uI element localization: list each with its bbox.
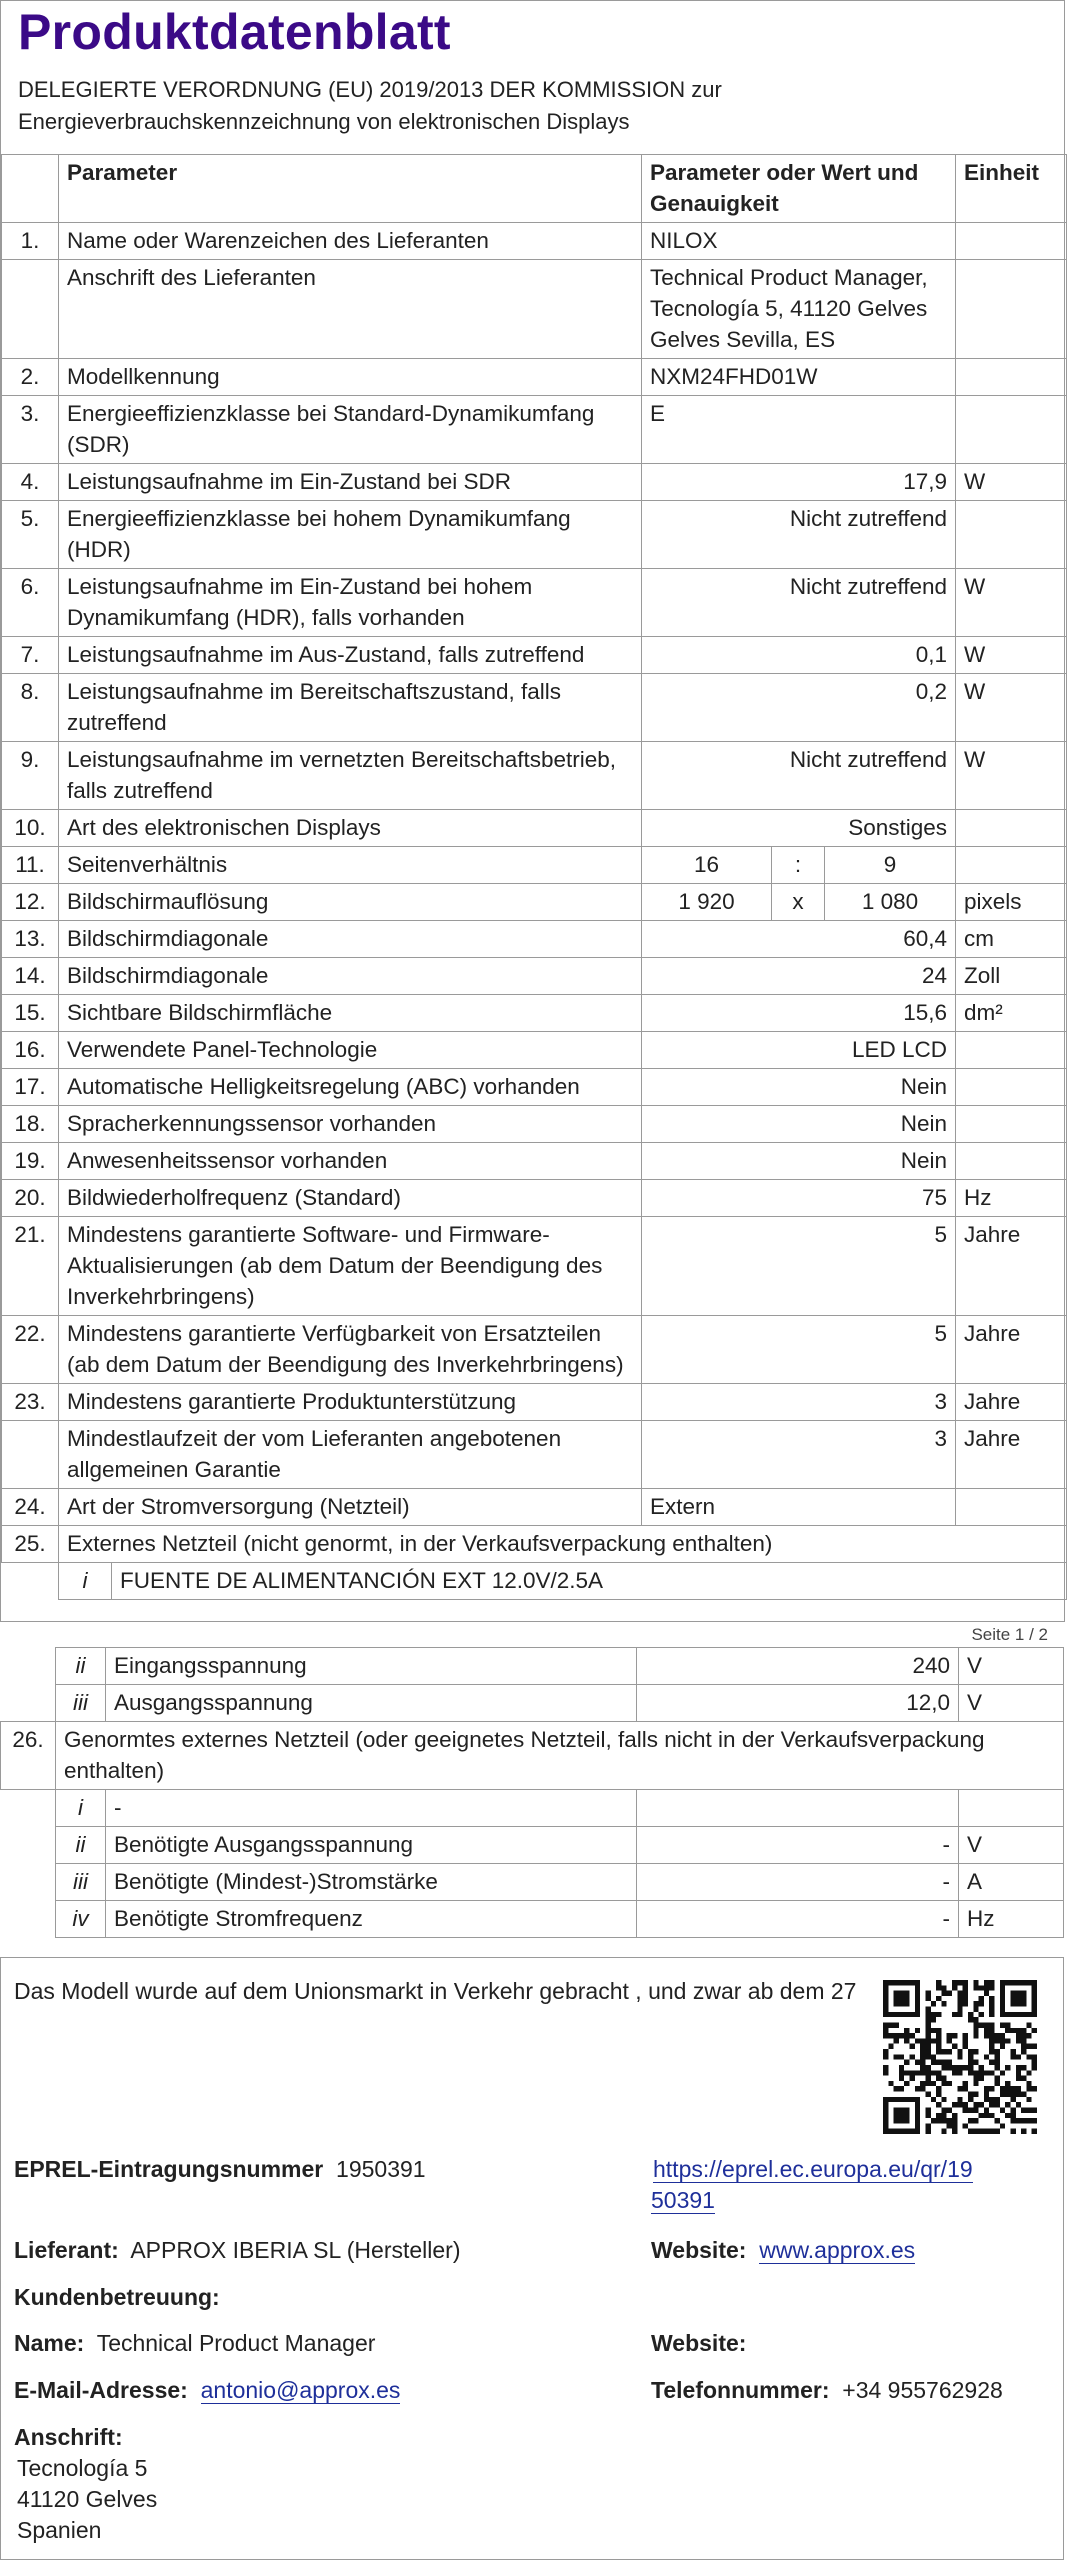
market-date-text: Das Modell wurde auf dem Unionsmarkt in Verkehr gebracht , und zwar ab dem 27 [14,1978,857,2004]
row-value: 0,1 [642,637,956,674]
row-value-part-1: 1 920 [642,884,772,921]
table-subrow [1,1827,1064,1864]
table-subrow [1,1901,1064,1938]
eprel-row [14,2154,426,2185]
row-parameter: Mindestens garantierte Verfügbarkeit von Ersatzteilen (ab dem Datum der Beendigung des Inverkehrbringens) [59,1316,642,1384]
subrow-value: 12,0 [637,1685,959,1722]
subrow-value: - [637,1901,959,1938]
row-unit [956,810,1067,847]
row-number: 7. [2,637,59,674]
row-unit: cm [956,921,1067,958]
row-value-part-1: 16 [642,847,772,884]
website-label: Website: [651,2237,747,2263]
table-subrow [2,1563,1067,1600]
row-number: 21. [2,1217,59,1316]
row-parameter: Leistungsaufnahme im Aus-Zustand, falls zutreffend [59,637,642,674]
address-line-2: 41120 Gelves [17,2486,158,2512]
row-value-separator: x [772,884,825,921]
row-value: Technical Product Manager, Tecnología 5, 41120 Gelves Gelves Sevilla, ES [642,260,956,359]
row-parameter: Bildschirmauflösung [59,884,642,921]
table-row [2,1106,1067,1143]
subrow-cell [59,1563,1067,1600]
row-value: 60,4 [642,921,956,958]
header-parameter: Parameter [59,155,642,223]
row-number: 6. [2,569,59,637]
row-value: Nein [642,1106,956,1143]
row-number-empty [1,1827,56,1864]
row-unit [956,1106,1067,1143]
row-unit [956,260,1067,359]
table-row [2,958,1067,995]
subrow-parameter: Eingangsspannung [106,1648,637,1685]
row-unit: W [956,569,1067,637]
table-row [2,1421,1067,1489]
row-parameter: Verwendete Panel-Technologie [59,1032,642,1069]
table-row [2,1143,1067,1180]
subrow-value: - [637,1864,959,1901]
subrow-unit: V [959,1827,1064,1864]
row-parameter: Sichtbare Bildschirmfläche [59,995,642,1032]
table-row [2,464,1067,501]
row-number: 14. [2,958,59,995]
row-number: 15. [2,995,59,1032]
subrow-index: iii [56,1864,106,1901]
row-value-part-2: 9 [825,847,956,884]
row-parameter: Bildwiederholfrequenz (Standard) [59,1180,642,1217]
table-row [2,637,1067,674]
row-parameter: Bildschirmdiagonale [59,921,642,958]
subrow-parameter: Ausgangsspannung [106,1685,637,1722]
table-row [2,1069,1067,1106]
parameter-table-continued [0,1647,1064,1938]
supplier-name: APPROX IBERIA SL (Hersteller) [130,2237,461,2263]
supplier-label: Lieferant: [14,2237,119,2263]
table-row [2,569,1067,637]
row-value: Nicht zutreffend [642,501,956,569]
row-unit: Jahre [956,1384,1067,1421]
row-parameter: Leistungsaufnahme im vernetzten Bereitschaftsbetrieb, falls zutreffend [59,742,642,810]
row-unit: Jahre [956,1217,1067,1316]
row-value: E [642,396,956,464]
row-value: 3 [642,1384,956,1421]
row-parameter: Genormtes externes Netzteil (oder geeignetes Netzteil, falls nicht in der Verkaufsverpackung enthalten) [56,1722,1064,1790]
website-link[interactable]: www.approx.es [759,2237,916,2263]
row-number [2,260,59,359]
row-unit [956,1069,1067,1106]
phone-number: +34 955762928 [842,2377,1003,2403]
row-unit: Zoll [956,958,1067,995]
table-row [2,396,1067,464]
row-number: 5. [2,501,59,569]
eprel-number: 1950391 [336,2156,426,2182]
row-number: 23. [2,1384,59,1421]
row-value: Nein [642,1069,956,1106]
subrow-index: ii [56,1827,106,1864]
table-row [2,742,1067,810]
table-row [2,359,1067,396]
row-number: 19. [2,1143,59,1180]
subrow-parameter: Benötigte (Mindest-)Stromstärke [106,1864,637,1901]
table-row [2,1217,1067,1316]
supplier-website-row [651,2235,915,2266]
table-subrow [1,1648,1064,1685]
row-number-empty [1,1864,56,1901]
header-value: Parameter oder Wert und Genauigkeit [642,155,956,223]
row-parameter: Externes Netzteil (nicht genormt, in der Verkaufsverpackung enthalten) [59,1526,1067,1563]
row-unit: Hz [956,1180,1067,1217]
row-parameter: Art des elektronischen Displays [59,810,642,847]
subrow-index: i [56,1790,106,1827]
subrow-value: 240 [637,1648,959,1685]
row-unit [956,396,1067,464]
row-parameter: Mindestlaufzeit der vom Lieferanten angebotenen allgemeinen Garantie [59,1421,642,1489]
row-number: 13. [2,921,59,958]
row-number-empty [2,1563,59,1600]
row-value: 0,2 [642,674,956,742]
subrow-value [637,1790,959,1827]
row-unit [956,1032,1067,1069]
row-parameter: Modellkennung [59,359,642,396]
row-value-separator: : [772,847,825,884]
row-number: 1. [2,223,59,260]
row-parameter: Anschrift des Lieferanten [59,260,642,359]
row-number: 9. [2,742,59,810]
row-unit [956,1143,1067,1180]
phone-row [651,2375,1003,2406]
email-row [14,2375,400,2406]
row-value: 5 [642,1217,956,1316]
regulation-subtitle-line-1: DELEGIERTE VERORDNUNG (EU) 2019/2013 DER KOMMISSION zur [18,77,722,102]
parameter-table [1,154,1067,1600]
row-unit: W [956,464,1067,501]
row-value: 3 [642,1421,956,1489]
row-number: 2. [2,359,59,396]
contact-name-row [14,2328,375,2359]
supplier-row [14,2235,461,2266]
subrow-parameter: Benötigte Ausgangsspannung [106,1827,637,1864]
row-value: Nicht zutreffend [642,569,956,637]
row-unit: W [956,674,1067,742]
row-number-empty [1,1901,56,1938]
header-unit: Einheit [956,155,1067,223]
row-unit: Jahre [956,1421,1067,1489]
row-value: Nicht zutreffend [642,742,956,810]
table-row [2,1180,1067,1217]
email-link[interactable]: antonio@approx.es [200,2377,401,2403]
row-number: 12. [2,884,59,921]
subrow-parameter: - [106,1790,637,1827]
row-parameter: Name oder Warenzeichen des Lieferanten [59,223,642,260]
row-number: 22. [2,1316,59,1384]
row-parameter: Art der Stromversorgung (Netzteil) [59,1489,642,1526]
row-unit [956,1489,1067,1526]
row-unit [956,501,1067,569]
row-unit: W [956,637,1067,674]
row-unit [956,223,1067,260]
row-value: 17,9 [642,464,956,501]
subrow-unit: V [959,1648,1064,1685]
table-row [2,501,1067,569]
subrow-unit: V [959,1685,1064,1722]
subrow-index: iv [56,1901,106,1938]
row-number-empty [1,1648,56,1685]
table-row [2,1032,1067,1069]
table-subrow [1,1685,1064,1722]
table-row [2,810,1067,847]
subrow-unit: Hz [959,1901,1064,1938]
email-label: E-Mail-Adresse: [14,2377,188,2403]
table-row [2,995,1067,1032]
row-unit: dm² [956,995,1067,1032]
row-unit: W [956,742,1067,810]
row-value: NXM24FHD01W [642,359,956,396]
row-parameter: Automatische Helligkeitsregelung (ABC) vorhanden [59,1069,642,1106]
row-value: 75 [642,1180,956,1217]
eprel-label: EPREL-Eintragungsnummer [14,2156,324,2182]
subrow-value: - [637,1827,959,1864]
row-value-part-2: 1 080 [825,884,956,921]
row-number: 4. [2,464,59,501]
row-unit: Jahre [956,1316,1067,1384]
row-value: Sonstiges [642,810,956,847]
row-number: 24. [2,1489,59,1526]
table-row-26 [1,1722,1064,1790]
address-line-3: Spanien [17,2517,102,2543]
regulation-subtitle-line-2: Energieverbrauchskennzeichnung von elektronischen Displays [18,109,630,134]
row-number [2,1421,59,1489]
row-value: 5 [642,1316,956,1384]
address-label: Anschrift: [14,2424,123,2450]
table-row [2,1384,1067,1421]
row-unit [956,359,1067,396]
row-number: 11. [2,847,59,884]
row-number: 18. [2,1106,59,1143]
row-value: LED LCD [642,1032,956,1069]
support-website-label: Website: [651,2330,747,2356]
footer-info-box [0,1957,1064,2560]
table-header-row [2,155,1067,223]
qr-code-icon [883,1980,1037,2134]
eprel-link-line-2[interactable]: 50391 [651,2187,715,2213]
row-parameter: Anwesenheitssensor vorhanden [59,1143,642,1180]
row-number-empty [1,1790,56,1827]
row-value: 24 [642,958,956,995]
row-number: 20. [2,1180,59,1217]
row-number: 3. [2,396,59,464]
row-value: Extern [642,1489,956,1526]
eprel-link-line-1[interactable]: https://eprel.ec.europa.eu/qr/19 [653,2156,973,2182]
row-number-empty [1,1685,56,1722]
subrow-unit [959,1790,1064,1827]
row-value: Nein [642,1143,956,1180]
row-number: 16. [2,1032,59,1069]
table-row [2,884,1067,921]
row-unit [956,847,1067,884]
row-number: 26. [1,1722,56,1790]
row-parameter: Mindestens garantierte Software- und Firmware-Aktualisierungen (ab dem Datum der Beendigung des Inverkehrbringens) [59,1217,642,1316]
row-parameter: Leistungsaufnahme im Ein-Zustand bei SDR [59,464,642,501]
table-row [2,1489,1067,1526]
row-unit: pixels [956,884,1067,921]
row-parameter: Seitenverhältnis [59,847,642,884]
subrow-index: i [59,1563,112,1599]
page-title: Produktdatenblatt [18,4,451,60]
address-line-1: Tecnología 5 [17,2455,148,2481]
row-number: 10. [2,810,59,847]
address-block [17,2453,157,2546]
row-number: 8. [2,674,59,742]
table-row [2,260,1067,359]
row-value: 15,6 [642,995,956,1032]
table-subrow [1,1864,1064,1901]
row-value: NILOX [642,223,956,260]
customer-support-label: Kundenbetreuung: [14,2284,220,2310]
subrow-index: iii [56,1685,106,1722]
row-parameter: Bildschirmdiagonale [59,958,642,995]
table-row [2,674,1067,742]
row-parameter: Spracherkennungssensor vorhanden [59,1106,642,1143]
row-number: 25. [2,1526,59,1563]
row-parameter: Leistungsaufnahme im Ein-Zustand bei hohem Dynamikumfang (HDR), falls vorhanden [59,569,642,637]
row-number: 17. [2,1069,59,1106]
row-parameter: Mindestens garantierte Produktunterstützung [59,1384,642,1421]
table-row [2,921,1067,958]
row-parameter: Energieeffizienzklasse bei hohem Dynamikumfang (HDR) [59,501,642,569]
table-subrow [1,1790,1064,1827]
table-row [2,223,1067,260]
name-label: Name: [14,2330,85,2356]
phone-label: Telefonnummer: [651,2377,830,2403]
subrow-text: FUENTE DE ALIMENTANCIÓN EXT 12.0V/2.5A [120,1568,604,1593]
subrow-parameter: Benötigte Stromfrequenz [106,1901,637,1938]
page-number: Seite 1 / 2 [971,1625,1048,1644]
contact-name: Technical Product Manager [96,2330,376,2356]
table-row-25 [2,1526,1067,1563]
subrow-index: ii [56,1648,106,1685]
subrow-unit: A [959,1864,1064,1901]
row-parameter: Energieeffizienzklasse bei Standard-Dynamikumfang (SDR) [59,396,642,464]
table-row [2,1316,1067,1384]
eprel-link[interactable] [651,2154,973,2216]
row-parameter: Leistungsaufnahme im Bereitschaftszustand, falls zutreffend [59,674,642,742]
table-row [2,847,1067,884]
